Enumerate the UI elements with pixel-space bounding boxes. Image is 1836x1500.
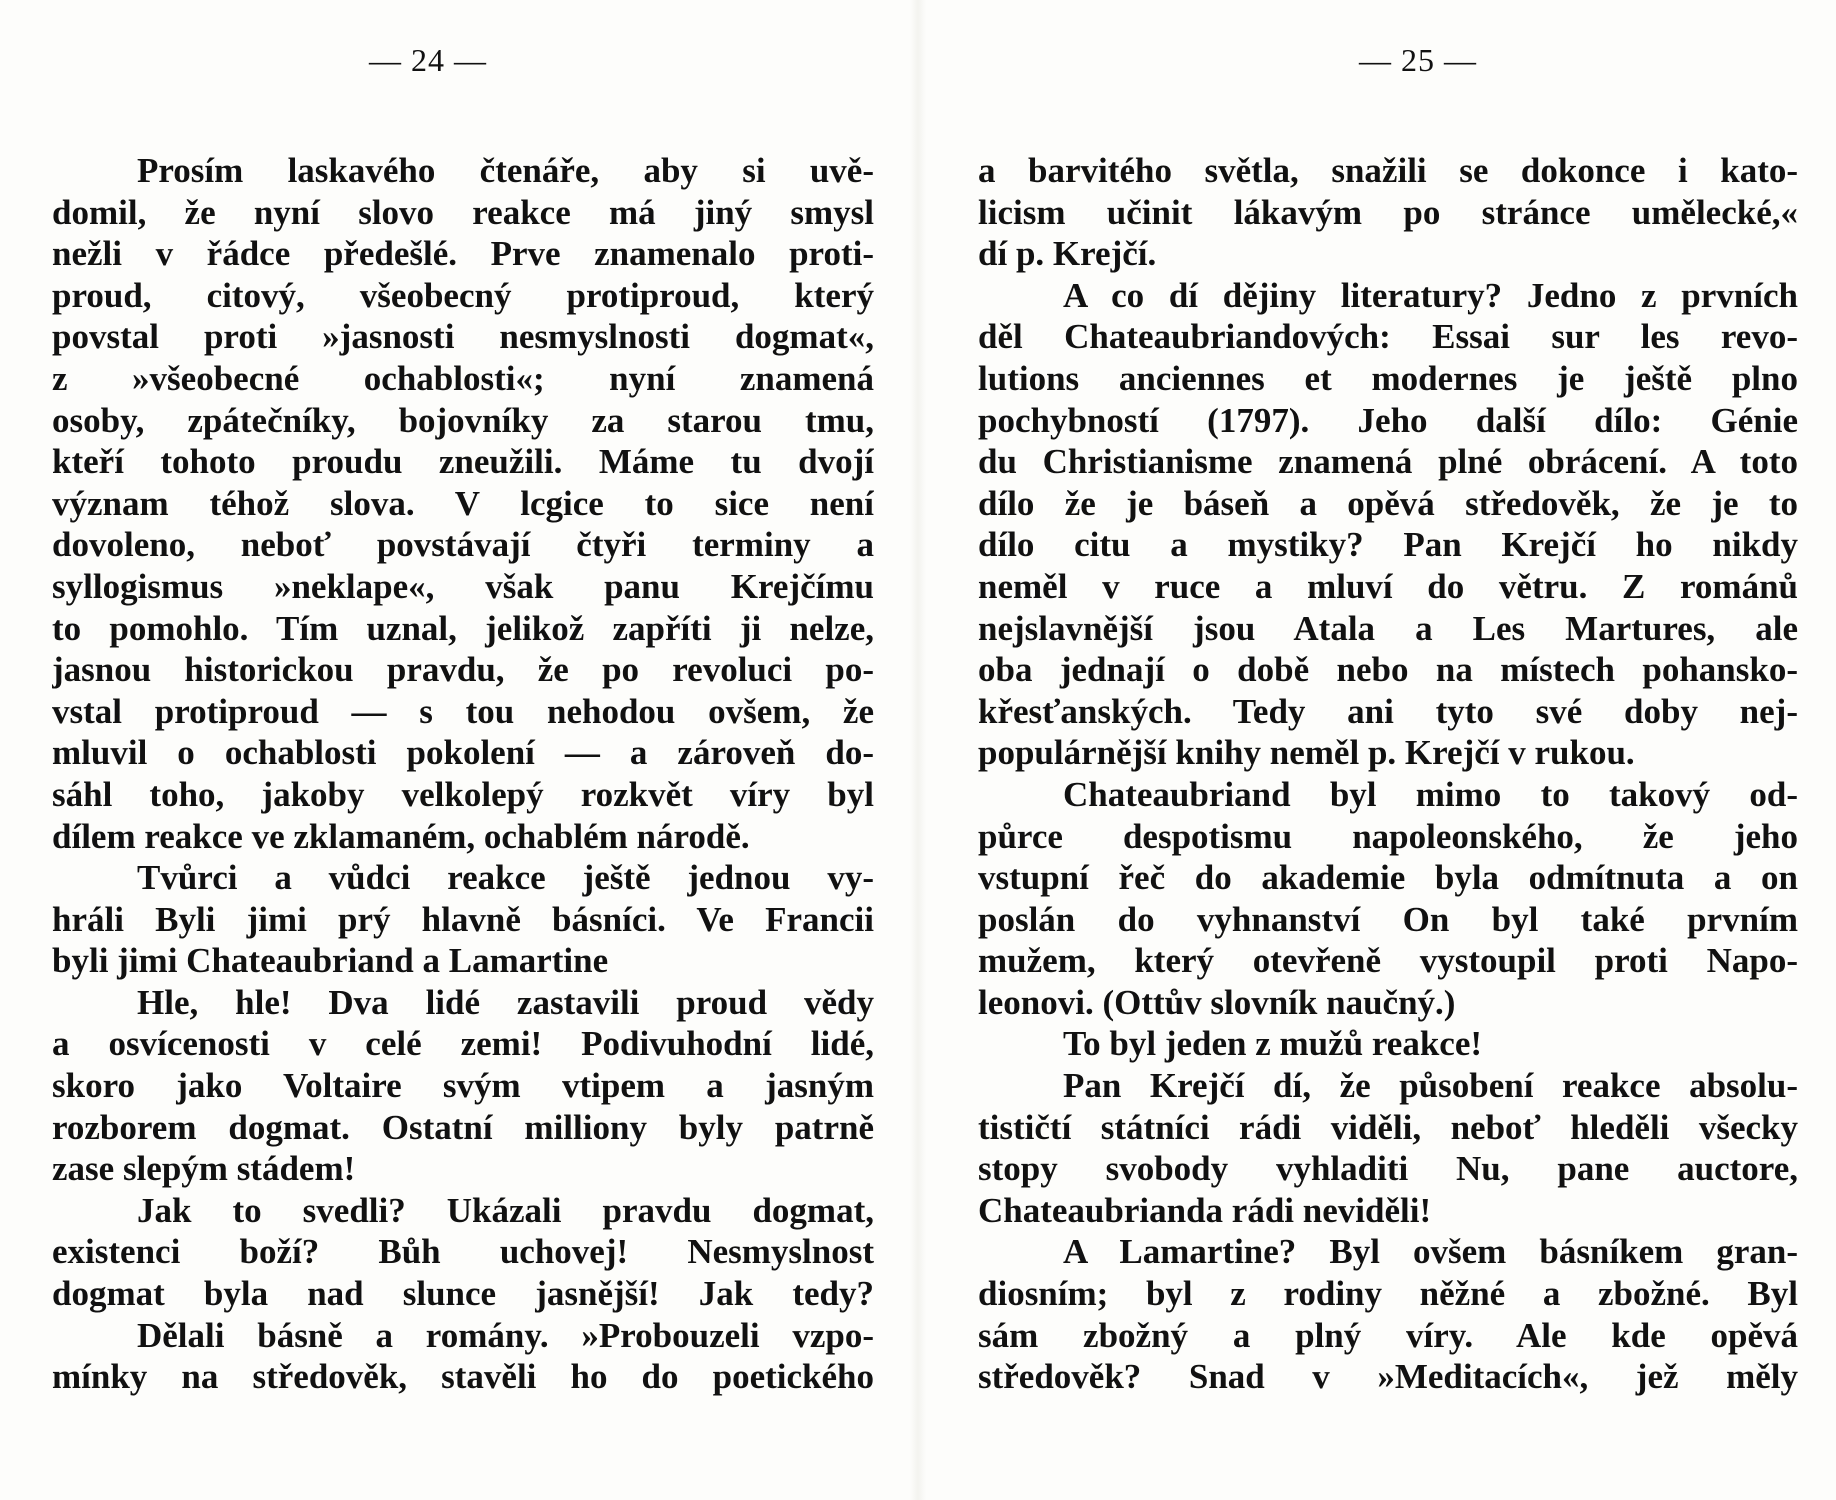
text-line: povstal proti »jasnosti nesmyslnosti dogmat«,	[52, 317, 874, 357]
text-line: neměl v ruce a mluví do větru. Z románů	[978, 566, 1798, 606]
text-line: du Christianisme znamená plné obrácení. A toto	[978, 442, 1798, 482]
text-line: To byl jeden z mužů reakce!	[1063, 1024, 1483, 1064]
text-line: kteří tohoto proudu zneužili. Máme tu dvojí	[52, 442, 874, 482]
text-line: stopy svobody vyhladiti Nu, pane auctore,	[978, 1149, 1798, 1189]
text-line: osoby, zpátečníky, bojovníky za starou tmu,	[52, 400, 874, 440]
text-line: mínky na středověk, stavěli ho do poetického	[52, 1357, 874, 1397]
text-line: existenci boží? Bůh uchovej! Nesmyslnost	[52, 1232, 874, 1272]
text-line: mužem, který otevřeně vystoupil proti Napo-	[978, 941, 1798, 981]
text-line: dílo že je báseň a opěvá středověk, že je to	[978, 483, 1798, 523]
text-line: mluvil o ochablosti pokolení — a zároveň do-	[52, 733, 874, 773]
text-line: křesťanských. Tedy ani tyto své doby nej-	[978, 691, 1798, 731]
text-line: význam téhož slova. V lcgice to sice není	[52, 483, 874, 523]
text-line: licism učinit lákavým po stránce umělecké,«	[978, 192, 1798, 232]
text-line: A co dí dějiny literatury? Jedno z prvních	[1063, 275, 1798, 315]
text-line: syllogismus »neklape«, však panu Krejčímu	[52, 566, 874, 606]
left-page	[52, 0, 874, 1500]
text-line: vstupní řeč do akademie byla odmítnuta a on	[978, 858, 1798, 898]
page-number-left: — 24 —	[369, 42, 487, 78]
text-line: středověk? Snad v »Meditacích«, jež měly	[978, 1357, 1798, 1397]
text-line: populárnější knihy neměl p. Krejčí v rukou.	[978, 733, 1635, 773]
text-line: domil, že nyní slovo reakce má jiný smysl	[52, 192, 874, 232]
text-line: Chateaubriand byl mimo to takový od-	[1063, 774, 1798, 814]
text-line: nejslavnější jsou Atala a Les Martures, ale	[978, 608, 1798, 648]
text-line: A Lamartine? Byl ovšem básníkem gran-	[1063, 1232, 1798, 1272]
text-line: půrce despotismu napoleonského, že jeho	[978, 816, 1798, 856]
text-line: to pomohlo. Tím uznal, jelikož zapříti ji nelze,	[52, 608, 874, 648]
text-line: pochybností (1797). Jeho další dílo: Génie	[978, 400, 1798, 440]
text-line: nežli v řádce předešlé. Prve znamenalo proti-	[52, 234, 874, 274]
text-line: Chateaubrianda rádi neviděli!	[978, 1190, 1432, 1230]
text-line: dílem reakce ve zklamaném, ochablém národě.	[52, 816, 750, 856]
text-line: dílo citu a mystiky? Pan Krejčí ho nikdy	[978, 525, 1798, 565]
text-line: děl Chateaubriandových: Essai sur les revo-	[978, 317, 1798, 357]
book-gutter	[910, 0, 926, 1500]
text-line: skoro jako Voltaire svým vtipem a jasným	[52, 1066, 874, 1106]
text-line: lutions anciennes et modernes je ještě plno	[978, 358, 1798, 398]
text-line: Jak to svedli? Ukázali pravdu dogmat,	[137, 1190, 874, 1230]
text-line: leonovi. (Ottův slovník naučný.)	[978, 982, 1456, 1022]
text-line: dovoleno, neboť povstávají čtyři terminy a	[52, 525, 874, 565]
text-line: Prosím laskavého čtenáře, aby si uvě-	[137, 151, 874, 190]
right-page-text	[978, 150, 1798, 1398]
page-number-right: — 25 —	[1359, 42, 1477, 78]
text-line: Pan Krejčí dí, že působení reakce absolu-	[1063, 1066, 1798, 1106]
text-line: dí p. Krejčí.	[978, 234, 1157, 274]
text-line: dogmat byla nad slunce jasnější! Jak tedy?	[52, 1274, 874, 1314]
text-line: jasnou historickou pravdu, že po revoluci po-	[52, 650, 874, 690]
text-line: hráli Byli jimi prý hlavně básníci. Ve Francii	[52, 899, 874, 939]
text-line: zase slepým stádem!	[52, 1149, 356, 1189]
text-line: Hle, hle! Dva lidé zastavili proud vědy	[137, 982, 874, 1022]
text-line: rozborem dogmat. Ostatní milliony byly patrně	[52, 1107, 874, 1147]
text-line: a barvitého světla, snažili se dokonce i kato-	[978, 151, 1798, 190]
text-line: oba jednají o době nebo na místech pohansko-	[978, 650, 1798, 690]
text-line: a osvícenosti v celé zemi! Podivuhodní lidé,	[52, 1024, 874, 1064]
text-line: sáhl toho, jakoby velkolepý rozkvět víry byl	[52, 774, 874, 814]
text-line: diosním; byl z rodiny něžné a zbožné. Byl	[978, 1274, 1798, 1314]
text-line: tističtí státníci rádi viděli, neboť hleděli všecky	[978, 1107, 1798, 1147]
text-line: vstal protiproud — s tou nehodou ovšem, že	[52, 691, 874, 731]
text-line: z »všeobecné ochablosti«; nyní znamená	[52, 358, 874, 398]
text-line: Dělali básně a romány. »Probouzeli vzpo-	[137, 1315, 874, 1355]
left-page-text	[52, 150, 874, 1398]
text-line: proud, citový, všeobecný protiproud, který	[52, 275, 874, 315]
right-page	[978, 0, 1798, 1500]
text-line: poslán do vyhnanství On byl také prvním	[978, 899, 1798, 939]
text-line: byli jimi Chateaubriand a Lamartine	[52, 941, 609, 981]
text-line: Tvůrci a vůdci reakce ještě jednou vy-	[137, 858, 874, 898]
text-line: sám zbožný a plný víry. Ale kde opěvá	[978, 1315, 1798, 1355]
